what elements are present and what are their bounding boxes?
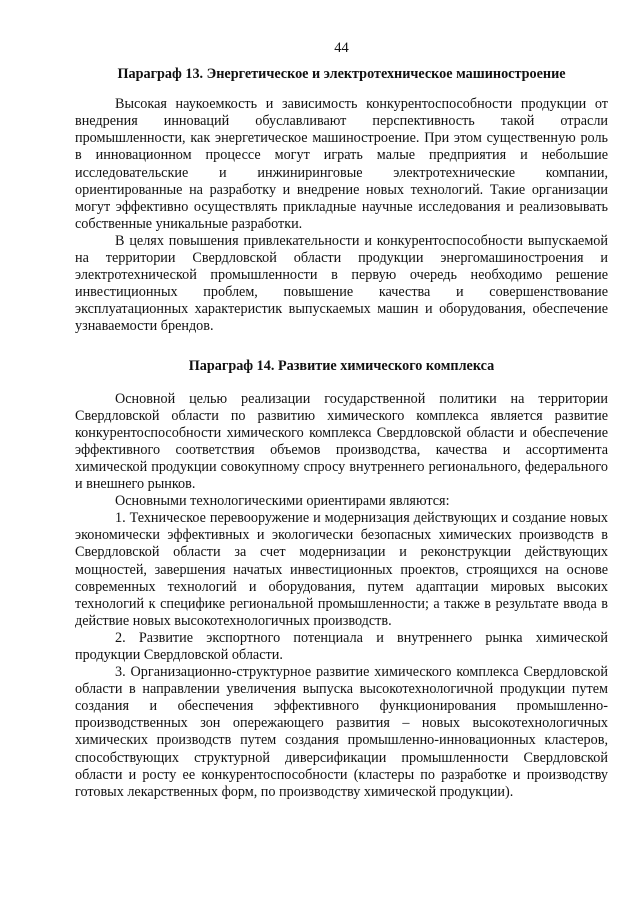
section-14-paragraph: Основными технологическими ориентирами являются: — [115, 493, 450, 510]
section-14-list-item: 3. Организационно-структурное развитие химического комплекса Свердловской области в направлении увеличения выпуска высокотехнологичной продукции путем создания и обеспечения эффективного функционирования промышленно-производственных зон опережающего развития – новых высокотехнологичных химических производств путем создания промышленно-инновационных кластеров, способствующих структурной диверсификации промышленности Свердловской области и росту ее конкурентоспособности (кластеры по разработке и производству готовых лекарственных форм, по производству химической продукции). — [75, 664, 608, 800]
page-number: 44 — [334, 40, 349, 56]
section-13-paragraph: Высокая наукоемкость и зависимость конкурентоспособности продукции от внедрения инноваций обуславливают перспективность такой отрасли промышленности, как энергетическое машиностроение. При этом существенную роль в инновационном процессе могут играть малые предприятия и небольшие исследовательские и инжиниринговые электротехнические компании, ориентированные на разработку и внедрение новых технологий. Такие организации могут эффективно осуществлять прикладные научные исследования и реализовывать собственные уникальные разработки. — [75, 96, 608, 232]
section-14-list-item: 1. Техническое перевооружение и модернизация действующих и создание новых экономически эффективных и экологически безопасных химических производств в Свердловской области за счет модернизации и реконструкции действующих мощностей, завершения начатых инвестиционных проектов, строящихся на основе современных технологий и оборудования, путем адаптации мировых высоких технологий к специфике региональной промышленности; а также в результате ввода в действие новых высокотехнологичных производств. — [75, 510, 608, 629]
section-14-paragraph: Основной целью реализации государственной политики на территории Свердловской области по развитию химического комплекса является развитие конкурентоспособности химического комплекса Свердловской области и обеспечение эффективного соответствия объемов производства, качества и ассортимента химической продукции совокупному спросу внутреннего регионального, федерального и внешнего рынков. — [75, 390, 608, 493]
section-13-heading: Параграф 13. Энергетическое и электротехническое машиностроение — [117, 66, 566, 83]
section-13-paragraph: В целях повышения привлекательности и конкурентоспособности выпускаемой на территории Свердловской области продукции энергомашиностроения и электротехнической промышленности в первую очередь необходимо решение инвестиционных проблем, повышение качества и совершенствование эксплуатационных характеристик выпускаемых машин и оборудования, обеспечение узнаваемости брендов. — [75, 232, 608, 335]
section-14-list-item: 2. Развитие экспортного потенциала и внутреннего рынка химической продукции Свердловской области. — [75, 629, 608, 663]
section-14-heading: Параграф 14. Развитие химического комплекса — [188, 357, 495, 374]
